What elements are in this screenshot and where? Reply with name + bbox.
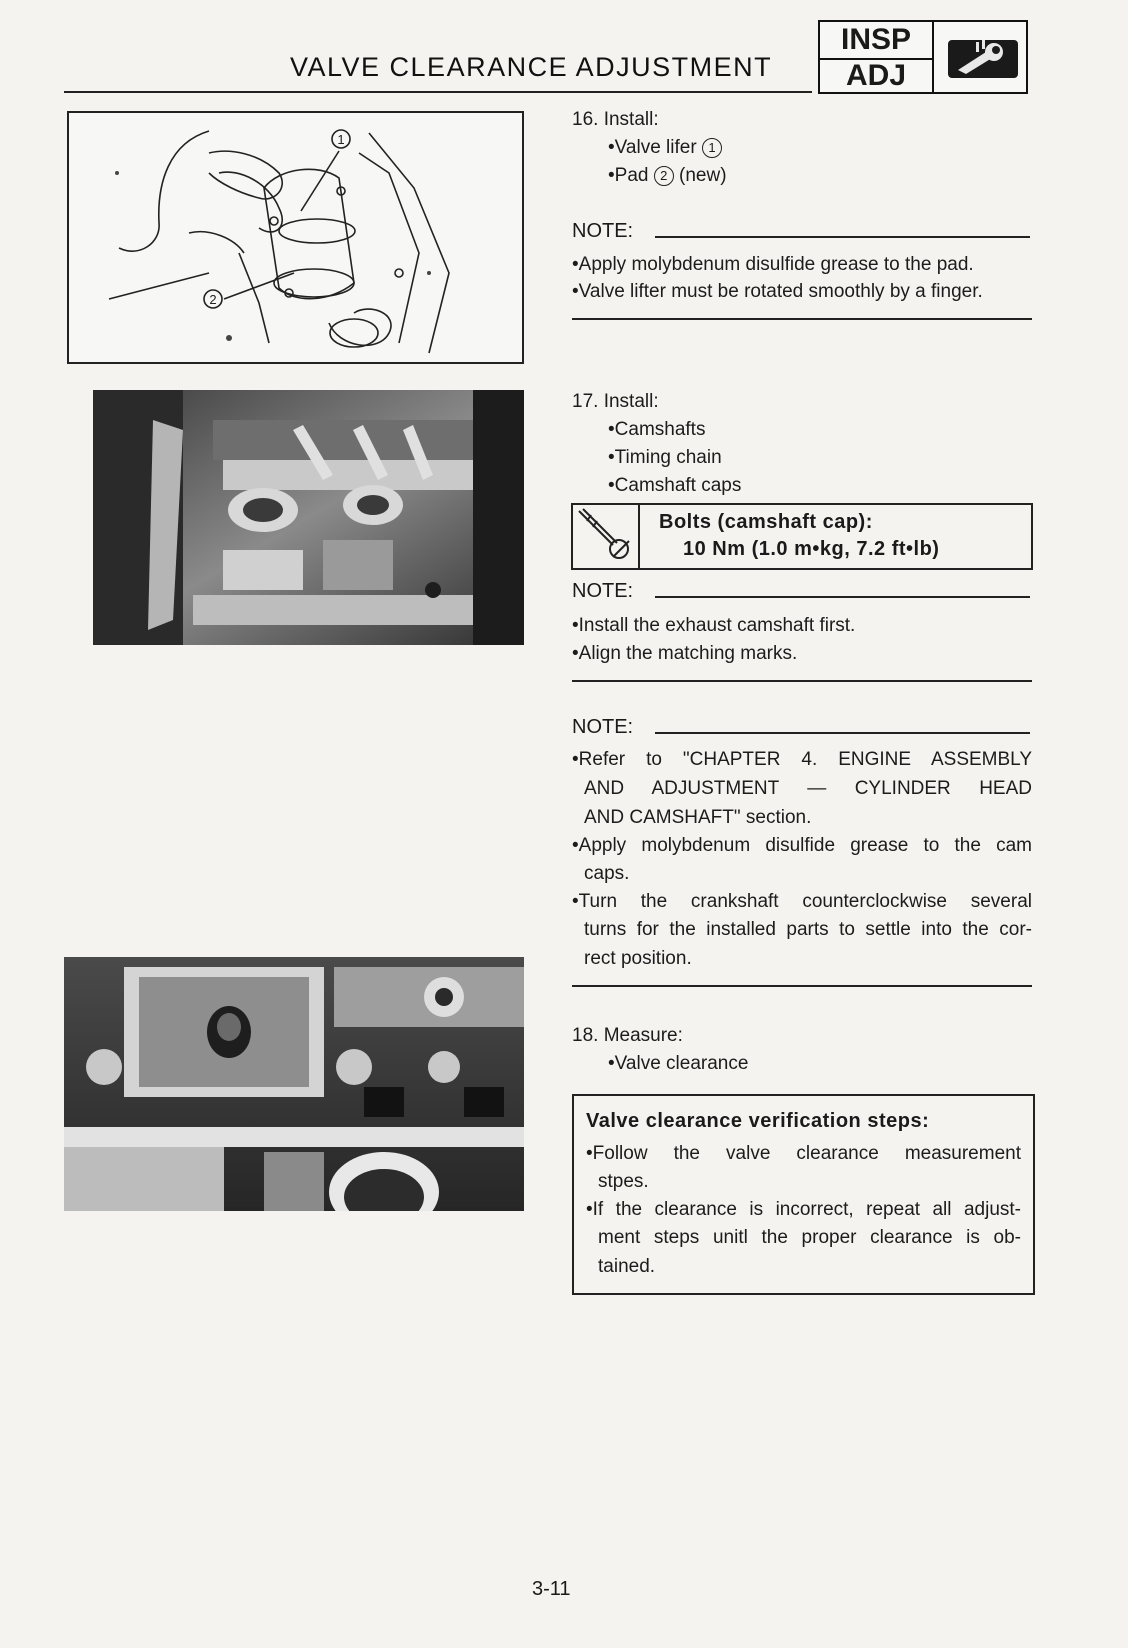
note-1-line bbox=[655, 236, 1030, 238]
verification-box-title: Valve clearance verification steps: bbox=[586, 1110, 930, 1132]
step-18-action: Measure: bbox=[603, 1025, 683, 1046]
note-2-end-rule bbox=[572, 680, 1032, 682]
note-3-item-3-line-1: •Turn the crankshaft counterclockwise several bbox=[572, 891, 1032, 912]
page-title: VALVE CLEARANCE ADJUSTMENT bbox=[290, 52, 773, 82]
verify-item-2-line-1: •If the clearance is incorrect, repeat all adjust- bbox=[586, 1199, 1021, 1220]
note-3-line bbox=[655, 732, 1030, 734]
note-2-label: NOTE: bbox=[572, 580, 634, 602]
step-16-heading bbox=[572, 106, 659, 134]
note-1-end-rule bbox=[572, 318, 1032, 320]
valve-lifter-diagram bbox=[67, 111, 524, 364]
clearance-photo-render bbox=[64, 957, 524, 1211]
step-18-number: 18. bbox=[572, 1025, 599, 1046]
camshaft-photo-render bbox=[93, 390, 524, 645]
torque-spec-label: Bolts (camshaft cap): bbox=[659, 511, 873, 533]
note-3-item-3-line-2: turns for the installed parts to settle into the cor- bbox=[584, 919, 1032, 940]
verification-steps-box bbox=[572, 1094, 1035, 1295]
diagram-callout-2: 2 bbox=[209, 292, 217, 307]
step-16-item-1: •Valve lifer 1 bbox=[608, 134, 722, 162]
wrench-tool-icon bbox=[946, 36, 1020, 80]
diagram-callout-1: 1 bbox=[337, 132, 345, 147]
verify-item-1-line-2: stpes. bbox=[598, 1171, 649, 1192]
torque-icon-cell bbox=[573, 505, 640, 568]
valve-clearance-photo bbox=[64, 957, 524, 1211]
torque-spec-value: 10 Nm (1.0 m•kg, 7.2 ft•lb) bbox=[683, 538, 940, 560]
torque-wrench-icon bbox=[573, 505, 636, 566]
note-3-item-3-line-3: rect position. bbox=[584, 948, 692, 969]
note-3-item-1-line-3: AND CAMSHAFT" section. bbox=[584, 807, 812, 828]
note-1-item-2: •Valve lifter must be rotated smoothly by a finger. bbox=[572, 281, 983, 302]
verify-item-2-line-3: tained. bbox=[598, 1256, 656, 1277]
page-number: 3-11 bbox=[532, 1578, 571, 1600]
step-17-heading bbox=[572, 388, 659, 416]
callout-2: 2 bbox=[654, 166, 674, 186]
verify-item-1-line-1: •Follow the valve clearance measurement bbox=[586, 1143, 1021, 1164]
note-3-label: NOTE: bbox=[572, 716, 634, 738]
badge-insp: INSP bbox=[820, 22, 934, 60]
title-underline bbox=[64, 91, 812, 93]
camshaft-install-photo bbox=[93, 390, 524, 645]
note-1-label: NOTE: bbox=[572, 220, 634, 242]
note-3-item-2-line-1: •Apply molybdenum disulfide grease to the cam bbox=[572, 835, 1032, 856]
step-18-heading bbox=[572, 1022, 683, 1050]
step-17-item-3: •Camshaft caps bbox=[608, 475, 742, 496]
step-17-item-2: •Timing chain bbox=[608, 447, 722, 468]
step-16-action: Install: bbox=[603, 109, 659, 130]
badge-adj: ADJ bbox=[820, 58, 934, 94]
step-17-action: Install: bbox=[603, 391, 659, 412]
torque-spec-box bbox=[571, 503, 1033, 570]
verify-item-2-line-2: ment steps unitl the proper clearance is ob- bbox=[598, 1227, 1021, 1248]
note-3-item-2-line-2: caps. bbox=[584, 863, 630, 884]
diagram-drawing bbox=[69, 113, 522, 362]
note-2-item-1: •Install the exhaust camshaft first. bbox=[572, 615, 856, 636]
step-16-number: 16. bbox=[572, 109, 599, 130]
step-18-item-1: •Valve clearance bbox=[608, 1053, 749, 1074]
note-1-item-1: •Apply molybdenum disulfide grease to the pad. bbox=[572, 254, 974, 275]
note-3-item-1-line-1: •Refer to "CHAPTER 4. ENGINE ASSEMBLY bbox=[572, 749, 1032, 770]
note-2-line bbox=[655, 596, 1030, 598]
step-16-item-2: •Pad 2 (new) bbox=[608, 165, 727, 186]
callout-1: 1 bbox=[702, 138, 722, 158]
step-17-number: 17. bbox=[572, 391, 599, 412]
note-3-end-rule bbox=[572, 985, 1032, 987]
note-3-item-1-line-2: AND ADJUSTMENT — CYLINDER HEAD bbox=[584, 778, 1032, 799]
note-2-item-2: •Align the matching marks. bbox=[572, 643, 798, 664]
section-badge bbox=[818, 20, 1028, 94]
step-17-item-1: •Camshafts bbox=[608, 419, 706, 440]
